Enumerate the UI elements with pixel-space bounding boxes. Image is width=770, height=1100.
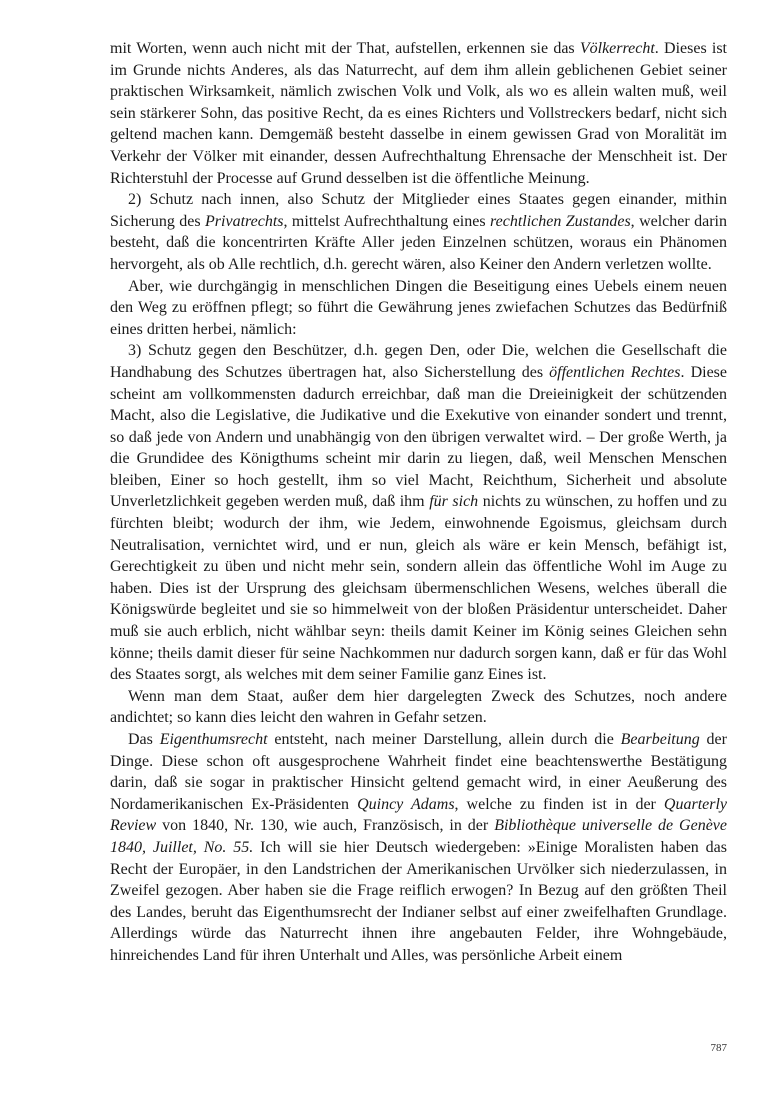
page-body — [110, 38, 727, 967]
text-run: 3) Schutz gegen den Beschützer, d.h. gegen Den, oder Die, welchen die Gesellschaft die Handhabung des Schutzes übertragen hat, also Sicherstellung des — [110, 342, 727, 381]
text-run: . Dieses ist im Grunde nichts Anderes, als das Naturrecht, auf dem ihm allein geblichenen Gebiet seiner praktischen Wirksamkeit, nämlich zwischen Volk und Volk, als wo es allein walten muß, weil sein stärkerer Sohn, das positive Recht, da es eines Richters und Vollstreckers bedarf, nicht sich geltend machen kann. Demgemäß besteht dasselbe in einem gewissen Grad von Moralität im Verkehr der Völker mit einander, dessen Aufrechthaltung Ehrensache der Menschheit ist. Der Richterstuhl der Processe auf Grund desselben ist die öffentliche Meinung. — [110, 40, 727, 187]
text-run: 2) Schutz nach innen, also Schutz der Mitglieder eines Staates gegen einander, mithin Sicherung des — [110, 191, 727, 230]
italic-text: Bearbeitung — [620, 731, 700, 748]
paragraph-point-2 — [110, 189, 727, 275]
page-number: 787 — [710, 1042, 727, 1054]
text-run: . Diese scheint am vollkommensten dadurch erreichbar, daß man die Dreieinigkeit der schützenden Macht, also die Legislative, die Judikative und die Exekutive von einander sondert und trennt, so daß jede von Andern und unabhängig von den übrigen verwaltet wird. – Der große Werth, ja die Grundidee des Königthums scheint mir darin zu liegen, daß, weil Menschen Menschen bleiben, Einer so hoch gestellt, ihm so viel Macht, Reichthum, Sicherheit und absolute Unverletzlichkeit gegeben werden muß, daß ihm — [110, 363, 728, 511]
italic-text: Völkerrecht — [579, 40, 655, 57]
paragraph-eigenthumsrecht — [110, 729, 727, 967]
text-run: entsteht, nach meiner Darstellung, allein durch die — [267, 731, 621, 748]
italic-text: rechtlichen Zustandes — [489, 212, 631, 230]
paragraph-voelkerrecht — [110, 38, 727, 189]
text-run: , welcher darin besteht, daß die koncentrirten Kräfte Aller jeden Einzelnen schützen, woraus ein Phänomen hervorgeht, als ob Alle rechtlich, d.h. gerecht wären, also Keiner den Andern verletzen wollte. — [110, 212, 727, 273]
text-run: , welche zu finden ist in der — [454, 795, 664, 813]
italic-text: Bibliothèque universelle de Genève 1840, Juillet, No. 55. — [110, 817, 728, 856]
text-run: nichts zu wünschen, zu hoffen und zu fürchten bleibt; wodurch der ihm, wie Jedem, einwohnende Egoismus, gleichsam durch Neutralisation, vernichtet wird, und er nun, gleich als wäre er kein Mensch, befähigt ist, Gerechtigkeit zu üben und nicht mehr sein, sondern allein das öffentliche Wohl im Auge zu haben. Dies ist der Ursprung des gleichsam übermenschlichen Wesens, welches überall die Königswürde begleitet und sie so himmelweit von der bloßen Präsidentur unterscheidet. Daher muß sie auch erblich, nicht wählbar seyn: theils damit Keiner im König seines Gleichen sehn könne; theils damit dieser für seine Nachkommen nur dadurch sorgen kann, daß er für das Wohl des Staates sorgt, als welches mit dem seiner Familie ganz Eines ist. — [110, 493, 728, 684]
italic-text: Privatrechts — [205, 212, 284, 230]
text-run: Wenn man dem Staat, außer dem hier dargelegten Zweck des Schutzes, noch andere andichtet; so kann dies leicht den wahren in Gefahr setzen. — [110, 687, 727, 727]
text-run: mit Worten, wenn auch nicht mit der That, aufstellen, erkennen sie das — [110, 40, 580, 57]
text-run: von 1840, Nr. 130, wie auch, Französisch, in der — [156, 817, 495, 835]
text-run: Das — [128, 731, 160, 748]
text-run: , mittelst Aufrechthaltung eines — [283, 212, 490, 230]
italic-text: für sich — [429, 493, 479, 511]
paragraph-aber — [110, 276, 727, 341]
italic-text: Eigenthumsrecht — [159, 731, 268, 748]
italic-text: Quincy Adams — [357, 795, 455, 813]
text-run: der Dinge. Diese schon oft ausgesprochene Wahrheit findet eine beachtenswerthe Bestätigung darin, daß sie sogar in praktischer Hinsicht geltend gemacht wird, in einer Aeußerung des Nordamerikanischen Ex-Präsidenten — [110, 731, 727, 813]
text-run: Aber, wie durchgängig in menschlichen Dingen die Beseitigung eines Uebels einem neuen den Weg zu eröffnen pflegt; so führt die Gewährung jenes zwiefachen Schutzes das Bedürfniß eines dritten herbei, nämlich: — [110, 277, 727, 338]
paragraph-point-3 — [110, 340, 727, 686]
paragraph-staat — [110, 686, 727, 729]
text-run: Ich will sie hier Deutsch wiedergeben: »Einige Moralisten haben das Recht der Europäer, in den Landstrichen der Amerikanischen Urvölker sich niederzulassen, in Zweifel gezogen. Aber haben sie die Frage reiflich erwogen? In Bezug auf den größten Theil des Landes, beruht das Eigenthumsrecht der Indianer selbst auf einer zweifelhaften Grundlage. Allerdings würde das Naturrecht ihnen ihre angebauten Felder, ihre Wohngebäude, hinreichendes Land für ihren Unterhalt und Alles, was persönliche Arbeit einem — [110, 838, 728, 964]
italic-text: öffentlichen Rechtes — [549, 363, 681, 381]
italic-text: Quarterly Review — [110, 795, 728, 835]
